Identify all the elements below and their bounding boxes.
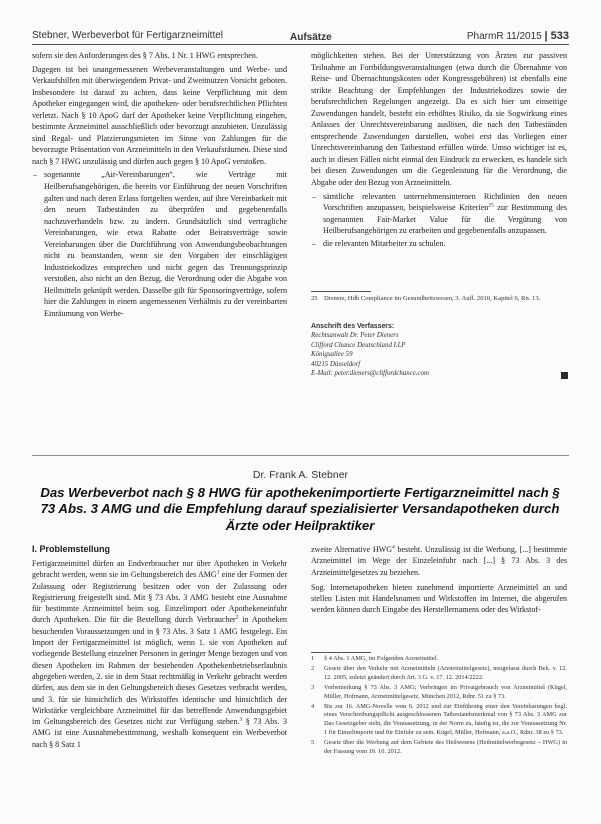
footnote-text: Gesetz über die Werbung auf dem Gebiete des Heilwesens (Heilmittelwerbegesetz – HWG) in der Fassung vom 19. 10. 2012.	[324, 739, 567, 756]
running-header-section: Aufsätze	[290, 32, 332, 43]
top-right-column	[311, 50, 567, 250]
page-number: 533	[550, 30, 569, 42]
footnote	[311, 684, 567, 702]
address-line: Rechtsanwalt Dr. Peter Dieners	[311, 332, 399, 340]
footnote-number: 4	[311, 702, 315, 710]
paragraph-text: § 73 Abs. 3 AMG ist eine Ausnahmebestimmung, weshalb konsequent ein Werbeverbot nach § 8 Satz 1	[32, 717, 288, 749]
footnote	[311, 655, 567, 664]
footnote-number: 1	[311, 655, 315, 662]
footnote-rule	[311, 652, 371, 653]
top-footnotes	[311, 294, 567, 304]
author-address	[311, 322, 566, 378]
footnote-number: 2	[311, 664, 315, 672]
footnote-ref: 3	[239, 716, 243, 723]
footnote-ref: 25	[488, 202, 494, 209]
bullet-text: sämtliche relevanten unternehmensinternen Richtlinien den neuen Vorschriften anzupassen, beispielsweise Kriterien	[323, 191, 567, 213]
article-title: Das Werbeverbot nach § 8 HWG für apothekenimportierte Fertigarzneimittel nach § 73 Abs. 3 AMG und die Empfehlung darauf spezialisierter Versandapotheken durch Ärzte oder Heilpraktiker	[40, 485, 560, 533]
paragraph-text: zweite Alternative HWG	[311, 545, 392, 554]
footnote	[311, 739, 567, 757]
paragraph-text: in Apotheken besuchenden Voraussetzungen und in § 73 Abs. 3 Satz 1 AMG festgelegt. Ein Import der Fertigarzneimittel ist möglich, wenn 1. sie von Apotheken auf vorliegende Bestellung einzelner Personen in geringer Menge bezogen und von diesen Apotheken im Rahmen der bestehenden Apothekenbetriebserlaubnis abgegeben werden, 2. sie in dem Staat rechtmäßig in Verkehr gebracht werden dürfen, aus dem sie in den Geltungsbereich dieses Gesetzes verbracht werden, und 3. für sie hinsichtlich des Wirkstoffes identische und hinsichtlich der Wirkstärke vergleichbare Arzneimittel für das betreffende Anwendungsgebiet im Geltungsbereich des Gesetzes nicht zur Verfügung stehen.	[32, 615, 287, 727]
footnote-ref: 4	[391, 544, 395, 551]
bullet-item	[323, 191, 567, 237]
footnote-number: 5	[311, 739, 315, 747]
bullet-list	[311, 191, 567, 250]
paragraph-text: eine der Formen der Zulassung oder Registrierung besitzen oder von der Zulassung oder Registrierung freigestellt sind. Mit § 73 Abs. 3 AMG besteht eine Ausnahme für bestimmte Arzneimittel beim sog. Einzelimport oder Apothekeneinfuhr durch Apotheken. Die für die Bestellung durch Verbraucher	[32, 570, 288, 625]
paragraph: sofern sie den Anforderungen des § 7 Abs. 1 Nr. 1 HWG entsprechen.	[32, 51, 258, 60]
paragraph-text: besteht. Unzulässig ist die Werbung, [...] bestimmte Arzneimittel im Wege der Einzeleinfuhr nach [...] § 73 Abs. 3 des Arzneimittelgesetzes zu beziehen.	[311, 545, 568, 577]
address-line: Königsallee 59	[311, 351, 353, 359]
running-header-left: Stebner, Werbeverbot für Fertigarzneimittel	[32, 30, 224, 41]
article-author: Dr. Frank A. Stebner	[252, 469, 349, 481]
bullet-item: – die relevanten Mitarbeiter zu schulen.	[323, 238, 567, 250]
header-rule	[32, 44, 569, 45]
article-end-mark	[561, 372, 568, 379]
bottom-right-column	[311, 544, 567, 618]
paragraph: möglichkeiten stehen. Bei der Unterstützung von Ärzten zur passiven Teilnahme an Fortbildungsveranstaltungen (etwa durch die Übernahme von Reise- und Übernachtungskosten oder Kongressgebühren) ist ebenfalls eine strikte Beachtung der Empfehlungen der Industriekodizes sowie der berufsrechtlichen Regelungen angezeigt. Da es sich hier um einseitige Zuwendungen handelt, besteht ein erhöhtes Risiko, da sie Sogwirkung eines Anlasses der Unrechtsvereinbarung auslösen, die nach den Tatbeständen entsprechende Zuwendungen darstellen, wobei erst das Vorliegen einer Unrechtsvereinbarung den Tatbestand erfüllen würde. Umso wichtiger ist es, auch in diesen Fällen nicht einmal den Eindruck zu erwecken, es handele sich bei diesen Zuwendungen um die Gegenleistung für die Verordnung, die Abgabe oder den Bezug von Arzneimitteln.	[311, 51, 567, 188]
footnote-number: 3	[311, 683, 315, 691]
footnote-text: Vorbemerkung § 73 Abs. 3 AMG; Verbringen im Privatgebrauch von Arzneimittel (Kügel, Müller, Hofmann, Arzneimittelgesetz, München 2012, Rdnr. 51 zu § 73.	[324, 683, 567, 700]
address-heading: Anschrift des Verfassers:	[311, 323, 395, 330]
address-line: 40215 Düsseldorf	[311, 360, 361, 368]
footnote-text: Dieners, Hdb Compliance im Gesundheitswesen, 3. Aufl. 2010, Kapitel 6, Rn. 13.	[324, 295, 541, 302]
paragraph: Sog. Internetapotheken bieten zunehmend importierte Arzneimittel an und stellen Listen mit Handelsnamen und Wirkstoffen im Internet, die abgerufen werden können durch Eingabe des Herstellernamens oder des Wirkstof-	[311, 582, 567, 615]
bottom-left-column	[32, 558, 287, 752]
footnote-ref: 1	[216, 569, 220, 576]
address-email: E-Mail: peter.dieners@cliffordchance.com	[311, 370, 430, 378]
bullet-item: – sogenannte „Air-Vereinbarungen“, wie Verträge mit Heilberufsangehörigen, die bereits vor Einführung der neuen Vorschriften galten und nach deren Erlass fortgelten werden, auf ihre Vereinbarkeit mit den neuen Tatbeständen zu überprüfen und gegebenenfalls nachzuverhandeln bzw. zu ändern. Grundsätzlich sind vertragliche Vereinbarungen, wie etwa Rabatte oder Beiratsverträge sowie Vereinbarungen über die Durchführung von Anwendungsbeobachtungen nicht zu beanstanden, wenn sie den Vorgaben der einschlägigen Industriekodizes entsprechen und nicht gegen das Trennungsprinzip verstoßen, also nicht an den Bezug, die Verordnung oder die Abgabe von Heilmitteln geknüpft werden. Dasselbe gilt für Sponsoringverträge, sofern hier die Zahlungen in einem angemessenen Verhältnis zu der vereinbarten Einräumung von Werbe-	[44, 169, 287, 319]
running-header	[32, 28, 569, 44]
footnote-rule	[311, 291, 371, 292]
footnote-ref: 2	[235, 614, 239, 621]
footnote-text: Bis zur 16. AMG-Novelle vom 6. 2012 und zur Einführung einer den Vereinbarungen bzgl. eines Verschreibungspflicht ausgeschlossenen Tatbestandsmerkmal von § 73 Abs. 3 AMG zur Das Gesetzgeber sieht, die Voraussetzung, in der Norm zu, häufig ist, die zur Voraussetzung Nr. 1 für Einzelimporte und für Einfuhr zu sein. Kügel, Müller, Hofmann, a.a.O., Rdnr. 38 zu § 73.	[324, 702, 567, 737]
journal-issue: PharmR 11/2015	[466, 31, 542, 42]
top-left-column	[32, 50, 287, 321]
paragraph-text: Fertigarzneimittel dürfen an Endverbraucher nur über Apotheken in Verkehr gebracht werden, wenn sie im Geltungsbereich des AMG	[32, 559, 287, 580]
footnote	[311, 294, 567, 303]
footnote-text: Gesetz über den Verkehr mit Arzneimitteln (Arzneimittelgesetz), neugefasst durch Bek. v. 12. 12. 2005, zuletzt geändert durch Art. 3 G. v. 17. 12. 2014/2222.	[324, 664, 567, 681]
paragraph: Dagegen ist bei unangemessenen Werbeveranstaltungen und Werbe- und Verkaufshilfen mit überwiegendem Privat- und Zweitnutzen Vorsicht geboten. Insbesondere ist darauf zu achten, dass keine Verpflichtung mit dem Apotheker eingegangen wird, die apotheken- oder berufsrechtlichen Pflichten verletzt. Nach § 10 ApoG darf der Apotheker keine Verpflichtung eingehen, bestimmte Arzneimittel ausschließlich oder bevorzugt anzubieten. Unzulässig sind Regal- und Platzierungsmieten im Sinne von Zahlungen für die bevorzugte Präsentation von Arzneimitteln in den Verkaufsräumen. Diese sind nach § 7 HWG unzulässig und dürfen auch gegen § 10 ApoG verstoßen.	[32, 64, 287, 166]
article-separator	[32, 455, 569, 456]
paragraph	[311, 544, 567, 578]
running-header-right: PharmR 11/2015 | 533	[466, 30, 569, 42]
bullet-list	[32, 169, 287, 319]
address-line: Clifford Chance Deutschland LLP	[311, 341, 406, 349]
footnote-text: § 4 Abs. 1 AMG, im Folgenden Arzneimittel.	[324, 655, 439, 662]
footnote	[311, 665, 567, 683]
bullet-text: zur Bestimmung des sogenannten Fair-Market Value für die Vergütung von Heilberufsangehörigen zu erarbeiten und gegebenenfalls anzupassen.	[323, 203, 567, 236]
footnote	[311, 703, 567, 739]
footnote-number: 25	[311, 295, 318, 302]
paragraph	[32, 558, 287, 750]
section-heading: I. Problemstellung	[32, 544, 111, 554]
bottom-footnotes	[311, 655, 567, 758]
